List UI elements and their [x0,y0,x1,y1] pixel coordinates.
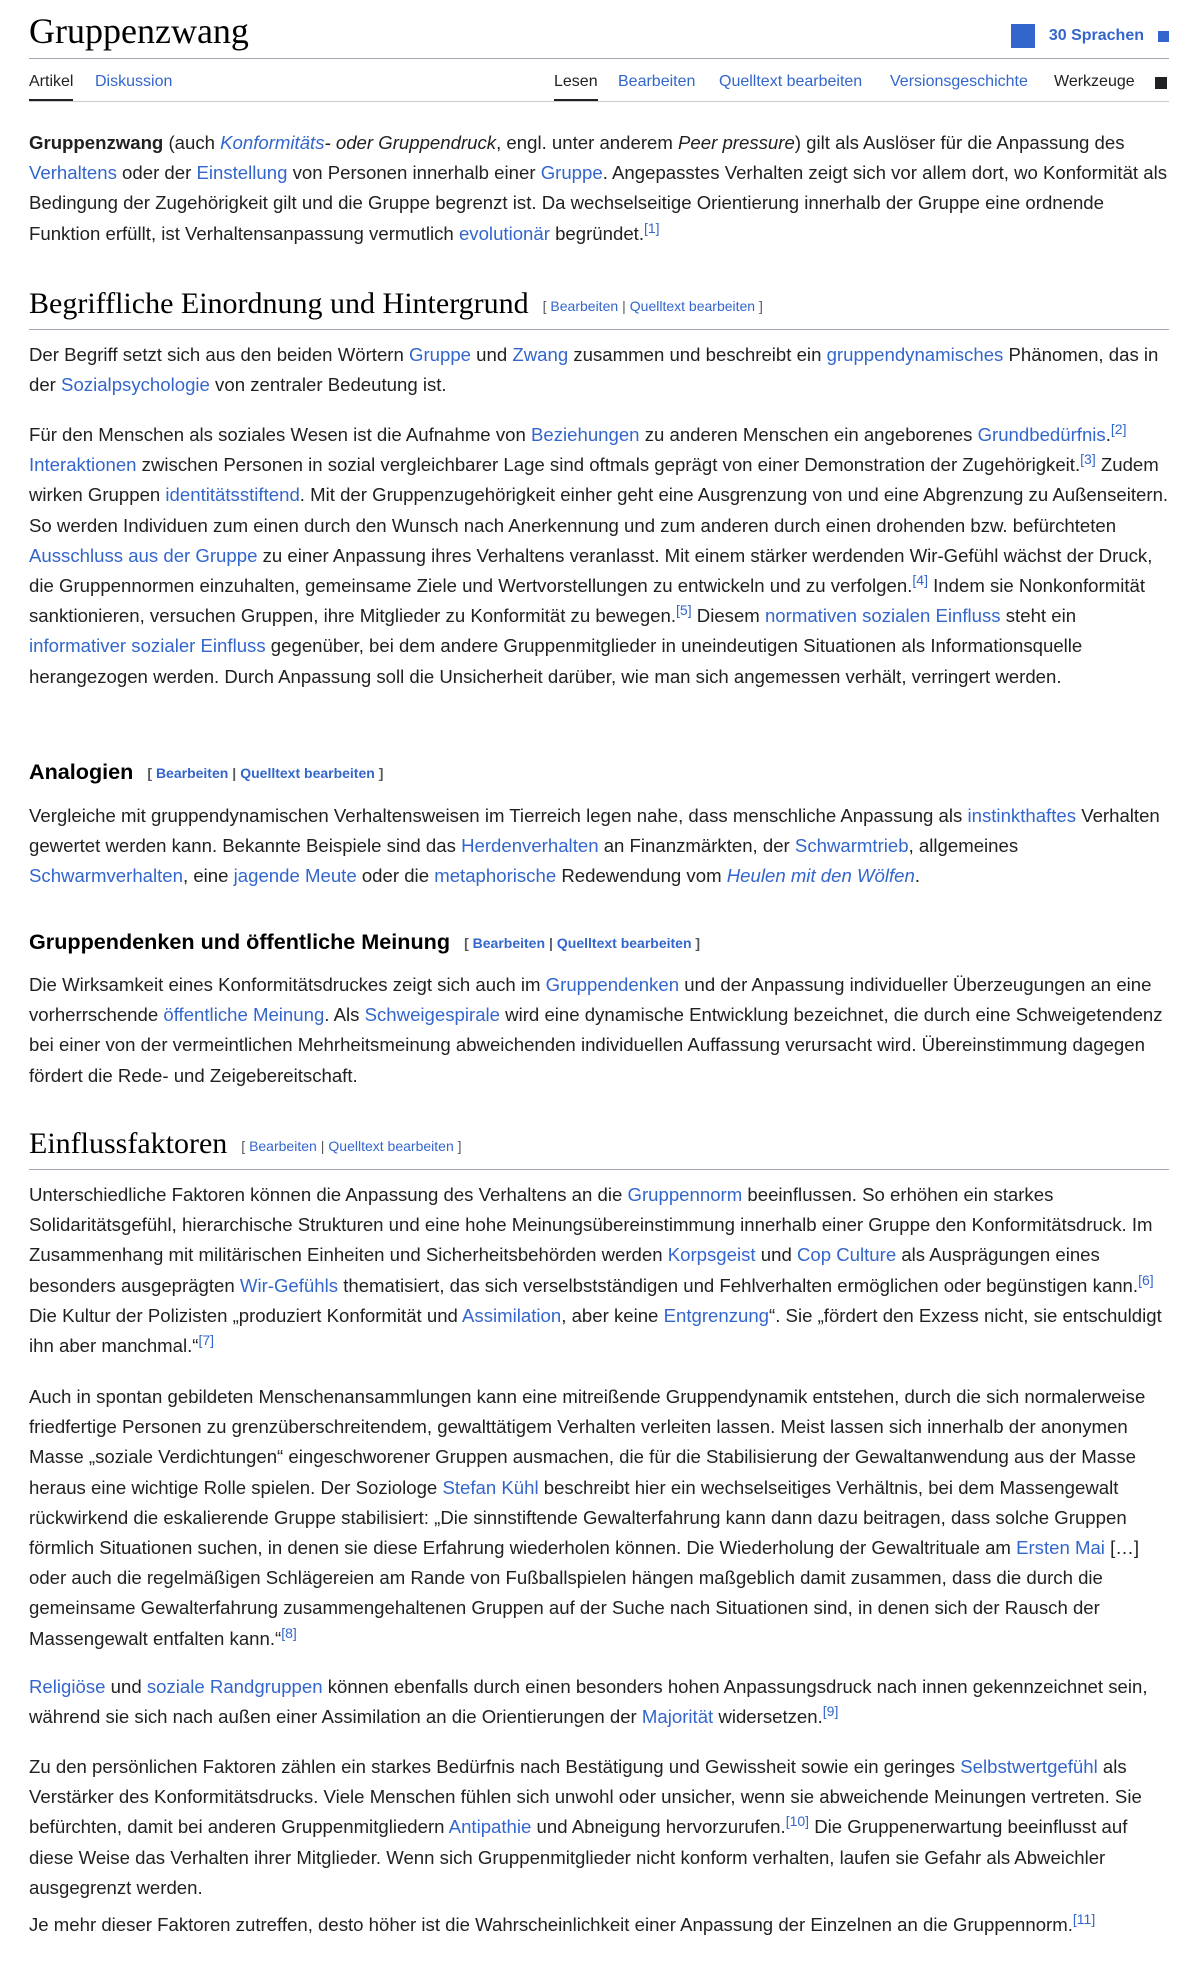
link[interactable]: Gruppe [540,162,603,184]
footnote-ref[interactable]: [2] [1110,420,1127,437]
link[interactable]: Korpsgeist [667,1244,756,1266]
link[interactable]: identitätsstiftend [165,484,300,506]
bold-term: Gruppenzwang [29,132,164,153]
footnote-ref[interactable]: [5] [676,602,692,619]
footnote-ref[interactable]: [3] [1080,451,1096,468]
link[interactable]: informativer sozialer Einfluss [29,635,266,657]
link[interactable]: soziale Randgruppen [146,1676,323,1697]
article-page [29,0,1169,1935]
link[interactable]: Gruppendenken [545,974,680,995]
link[interactable]: Schwarmtrieb [794,835,909,857]
link[interactable]: Herdenverhalten [461,835,599,857]
edit-source-link[interactable]: Quelltext bearbeiten [240,765,375,782]
edit-section-links: [ Bearbeiten | Quelltext bearbeiten ] [464,935,701,952]
paragraph: Auch in spontan gebildeten Menschenansammlungen kann eine mitreißende Gruppendynamik entstehen, durch die sich normalerweise friedfertige Personen zu grenzüberschreitendem, gewalttätigem Verhalten verleiten lassen. Meist lassen sich innerhalb der anonymen Masse „soziale Verdichtungen“ eingeschworener Gruppen ausmachen, die für die Stabilisierung der Gewaltanwendung aus der Masse heraus eine wichtige Rolle spielen. Der Soziologe Stefan Kühl beschreibt hier ein wechselseitiges Verhältnis, bei dem Massengewalt rückwirkend die eskalierende Gruppe stabilisiert: „Die sinnstiftende Gewalterfahrung kann dann dazu beitragen, dass solche Gruppen förmlich Situationen suchen, in denen sie diese Erfahrung wiederholen können. Die Wiederholung der Gewaltrituale am Ersten Mai […] oder auch die regelmäßigen Schlägereien am Rande von Fußballspielen hängen maßgeblich damit zusammen, dass die durch die gemeinsame Gewalterfahrung zusammengehaltenen Gruppen auf der Suche nach Situationen sind, in denen sich der Rausch der Massengewalt entfalten kann.“[8] [29,1386,1146,1649]
tab-versionsgeschichte[interactable]: Versionsgeschichte [890,73,1028,90]
edit-section-links: [ Bearbeiten | Quelltext bearbeiten ] [542,298,763,315]
link[interactable]: metaphorische [434,865,557,887]
edit-section-links: [ Bearbeiten | Quelltext bearbeiten ] [147,765,384,782]
paragraph: Der Begriff setzt sich aus den beiden Wörtern Gruppe und Zwang zusammen und beschreibt ein gruppendynamisches Phänomen, das in der Sozialpsychologie von zentraler Bedeutung ist. [29,344,1159,396]
tab-artikel[interactable]: Artikel [29,73,73,101]
edit-link[interactable]: Bearbeiten [550,298,619,315]
link[interactable]: Wir-Gefühls [239,1274,339,1296]
paragraph: Unterschiedliche Faktoren können die Anpassung des Verhaltens an die Gruppennorm beeinflussen. So erhöhen ein starkes Solidaritätsgefühl, hierarchische Strukturen und eine hohe Meinungsübereinstimmung innerhalb einer Gruppe den Konformitätsdruck. Im Zusammenhang mit militärischen Einheiten und Sicherheitsbehörden werden Korpsgeist und Cop Culture als Ausprägungen eines besonders ausgeprägten Wir-Gefühls thematisiert, das sich verselbstständigen und Fehlverhalten ermöglichen oder begünstigen kann.[6] Die Kultur der Polizisten „produziert Konformität und Assimilation, aber keine Entgrenzung“. Sie „fördert den Exzess nicht, sie entschuldigt ihn aber manchmal.“[7] [29,1184,1162,1357]
tab-bearbeiten[interactable]: Bearbeiten [618,73,696,90]
edit-link[interactable]: Bearbeiten [155,765,229,782]
footnote-ref[interactable]: [9] [822,1703,839,1720]
tools-menu[interactable]: Werkzeuge [1054,73,1135,90]
link[interactable]: evolutionär [458,222,550,244]
language-button[interactable] [1011,24,1169,48]
menu-icon[interactable] [1155,77,1167,89]
edit-source-link[interactable]: Quelltext bearbeiten [629,298,756,315]
link[interactable]: Stefan Kühl [442,1476,539,1498]
subsection-heading: Analogien [ Bearbeiten | Quelltext bearbeiten ] [29,759,384,784]
language-icon [1011,24,1035,48]
link[interactable]: Schweigespirale [364,1004,501,1026]
footnote-ref[interactable]: [1] [644,219,660,236]
paragraph: Die Wirksamkeit eines Konformitätsdruckes zeigt sich auch im Gruppendenken und der Anpassung individueller Überzeugungen an eine vorherrschende öffentliche Meinung. Als Schweigespirale wird eine dynamische Entwicklung bezeichnet, die durch eine Schweigetendenz bei einer von der vermeintlichen Mehrheitsmeinung abweichenden individuellen Auffassung verursacht wird. Übereinstimmung dagegen fördert die Rede- und Zeigebereitschaft. [29,974,1163,1086]
link[interactable]: normativen sozialen Einfluss [764,605,1001,627]
link[interactable]: Einstellung [196,162,288,184]
link[interactable]: Konformitäts [220,132,325,153]
link[interactable]: Zwang [512,344,569,365]
link[interactable]: gruppendynamisches [826,344,1004,365]
intro-paragraph: Gruppenzwang (auch Konformitäts- oder Gruppendruck, engl. unter anderem Peer pressure) gilt als Auslöser für die Anpassung des Verhaltens oder der Einstellung von Personen innerhalb einer Gruppe. Angepasstes Verhalten zeigt sich vor allem dort, wo Konformität als Bedingung der Zugehörigkeit gilt und die Gruppe begrenzt ist. Da wechselseitige Orientierung innerhalb der Gruppe eine ordnende Funktion erfüllt, ist Verhaltensanpassung vermutlich evolutionär begründet.[1] [29,132,1168,244]
edit-source-link[interactable]: Quelltext bearbeiten [328,1138,454,1155]
edit-source-link[interactable]: Quelltext bearbeiten [556,935,692,952]
link[interactable]: Entgrenzung [663,1304,770,1326]
link[interactable]: Heulen mit den Wölfen [726,865,915,887]
chevron-down-icon [1158,31,1169,42]
link[interactable]: instinkthaftes [967,805,1077,826]
link[interactable]: Schwarmverhalten [29,865,183,887]
link[interactable]: Assimilation [462,1304,562,1326]
link[interactable]: öffentliche Meinung [163,1004,325,1026]
link[interactable]: Gruppennorm [627,1184,743,1205]
link[interactable]: Majorität [641,1706,714,1728]
page-title: Gruppenzwang [29,11,249,51]
link[interactable]: Antipathie [448,1816,532,1838]
link[interactable]: jagende Meute [233,865,357,887]
footnote-ref[interactable]: [11] [1072,1910,1096,1927]
paragraph: Zu den persönlichen Faktoren zählen ein starkes Bedürfnis nach Bestätigung und Gewissheit sowie ein geringes Selbstwertgefühl als Verstärker des Konformitätsdrucks. Viele Menschen fühlen sich unwohl oder unsicher, wenn sie abweichende Meinungen vertreten. Sie befürchten, damit bei anderen Gruppenmitgliedern Antipathie und Abneigung hervorzurufen.[10] Die Gruppenerwartung beeinflusst auf diese Weise das Verhalten ihrer Mitglieder. Wenn sich Gruppenmitglieder nicht konform verhalten, laufen sie Gefahr als Abweichler ausgegrenzt werden. [29,1756,1142,1898]
paragraph: Je mehr dieser Faktoren zutreffen, desto höher ist die Wahrscheinlichkeit einer Anpassung der Einzelnen an die Gruppennorm.[11] [29,1910,1096,1935]
footnote-ref[interactable]: [6] [1138,1271,1154,1288]
tab-quelltext-bearbeiten[interactable]: Quelltext bearbeiten [719,73,863,90]
footnote-ref[interactable]: [7] [198,1331,215,1348]
paragraph: Religiöse und soziale Randgruppen können ebenfalls durch einen besonders hohen Anpassungsdruck nach innen gekennzeichnet sein, während sie sich nach außen einer Assimilation an die Orientierungen der Majorität widersetzen.[9] [29,1676,1148,1728]
footnote-ref[interactable]: [8] [281,1624,297,1641]
footnote-ref[interactable]: [4] [912,571,928,588]
page-tabs [29,59,1169,102]
link[interactable]: Ersten Mai [1016,1537,1105,1559]
tab-lesen[interactable]: Lesen [554,73,598,101]
link[interactable]: Cop Culture [796,1244,897,1266]
link[interactable]: Grundbedürfnis [977,424,1106,445]
edit-link[interactable]: Bearbeiten [249,1138,317,1155]
edit-section-links: [ Bearbeiten | Quelltext bearbeiten ] [241,1138,462,1155]
link[interactable]: Ausschluss aus der Gruppe [29,544,258,566]
link[interactable]: Beziehungen [530,424,640,445]
link[interactable]: Religiöse [29,1676,106,1697]
subsection-heading: Gruppendenken und öffentliche Meinung [ Bearbeiten | Quelltext bearbeiten ] [29,929,701,954]
link[interactable]: Gruppe [408,344,472,365]
link[interactable]: Interaktionen [29,454,137,476]
paragraph: Für den Menschen als soziales Wesen ist die Aufnahme von Beziehungen zu anderen Menschen ein angeborenes Grundbedürfnis.[2] Interaktionen zwischen Personen in sozial vergleichbarer Lage sind oftmals geprägt von einer Demonstration der Zugehörigkeit.[3] Zudem wirken Gruppen identitätsstiftend. Mit der Gruppenzugehörigkeit einher geht eine Ausgrenzung von und eine Abgrenzung zu Außenseitern. So werden Individuen zum einen durch den Wunsch nach Anerkennung und zum anderen durch einen drohenden bzw. befürchteten Ausschluss aus der Gruppe zu einer Anpassung ihres Verhaltens veranlasst. Mit einem stärker werdenden Wir-Gefühl wächst der Druck, die Gruppennormen einzuhalten, gemeinsame Ziele und Wertvorstellungen zu entwickeln und zu verfolgen.[4] Indem sie Nonkonformität sanktionieren, versuchen Gruppen, ihre Mitglieder zu Konformität zu bewegen.[5] Diesem normativen sozialen Einfluss steht ein informativer sozialer Einfluss gegenüber, bei dem andere Gruppenmitglieder in uneindeutigen Situationen als Informationsquelle herangezogen werden. Durch Anpassung soll die Unsicherheit darüber, wie man sich angemessen verhält, verringert werden. [29,420,1169,687]
section-heading: Begriffliche Einordnung und Hintergrund [ Bearbeiten | Quelltext bearbeiten ] [29,284,1169,330]
link[interactable]: Sozialpsychologie [61,374,210,396]
link[interactable]: Selbstwertgefühl [960,1756,1098,1777]
title-bar [29,0,1169,59]
paragraph: Vergleiche mit gruppendynamischen Verhaltensweisen im Tierreich legen nahe, dass menschliche Anpassung als instinkthaftes Verhalten gewertet werden kann. Bekannte Beispiele sind das Herdenverhalten an Finanzmärkten, der Schwarmtrieb, allgemeines Schwarmverhalten, eine jagende Meute oder die metaphorische Redewendung vom Heulen mit den Wölfen. [29,805,1160,887]
language-label[interactable]: 30 Sprachen [1048,27,1144,44]
edit-link[interactable]: Bearbeiten [472,935,545,952]
footnote-ref[interactable]: [10] [785,1813,810,1830]
section-heading: Einflussfaktoren [ Bearbeiten | Quelltext bearbeiten ] [29,1124,1169,1170]
tab-diskussion[interactable]: Diskussion [95,73,173,90]
link[interactable]: Verhaltens [29,162,117,184]
